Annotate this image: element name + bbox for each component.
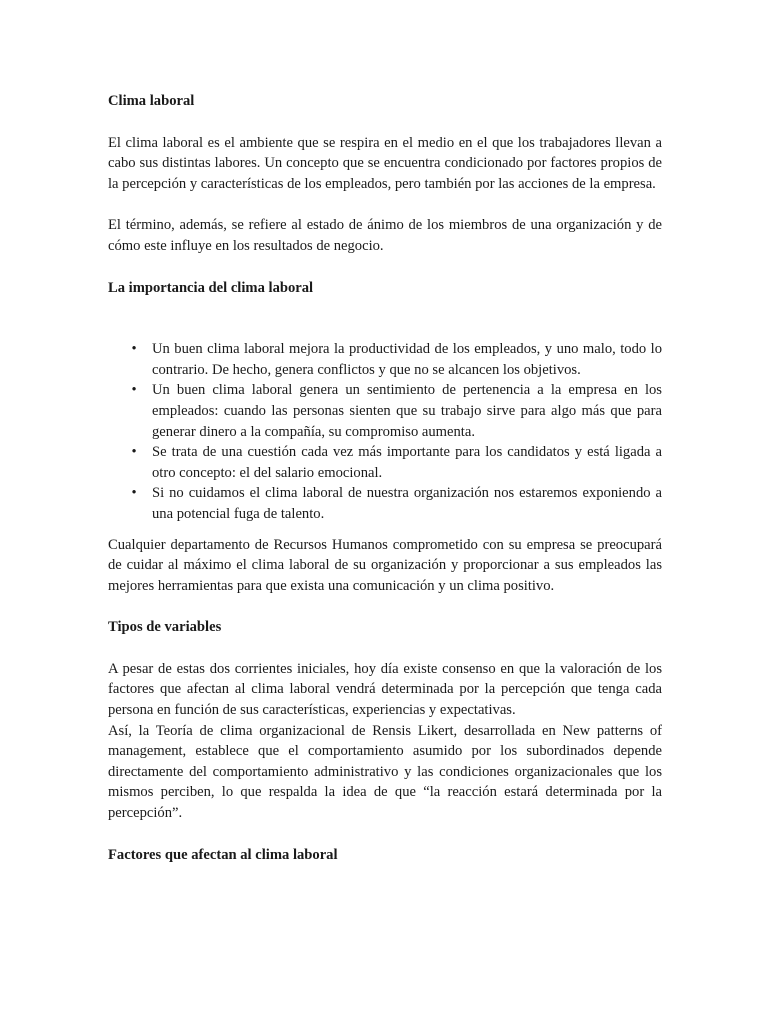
paragraph-likert: Así, la Teoría de clima organizacional de Rensis Likert, desarrollada en New patterns of management, establece que el comportamiento asumido por los subordinados depende directamente del comportamiento administrativo y las condiciones organizacionales que los mismos perciben, lo que respalda la idea de que “la reacción estará determinada por la percepción”. xyxy=(108,722,662,822)
bullet-icon: • xyxy=(131,341,137,358)
paragraph-estado-animo: El término, además, se refiere al estado de ánimo de los miembros de una organización y de cómo este influye en los resultados de negocio. xyxy=(108,217,662,254)
list-item-text: Se trata de una cuestión cada vez más importante para los candidatos y está ligada a otro concepto: el del salario emocional. xyxy=(152,444,662,481)
list-item xyxy=(108,339,662,380)
importance-bullet-list xyxy=(108,339,662,524)
bullet-icon: • xyxy=(131,382,137,399)
list-item xyxy=(108,483,662,524)
paragraph-recursos-humanos: Cualquier departamento de Recursos Humanos comprometido con su empresa se preocupará de cuidar al máximo el clima laboral de su organización y proporcionar a sus empleados las mejores herramientas para que exista una comunicación y un clima positivo. xyxy=(108,536,662,594)
list-item xyxy=(108,442,662,483)
list-item-text: Si no cuidamos el clima laboral de nuestra organización nos estaremos exponiendo a una potencial fuga de talento. xyxy=(152,485,662,522)
heading-clima-laboral: Clima laboral xyxy=(108,93,195,109)
list-item-text: Un buen clima laboral mejora la productividad de los empleados, y uno malo, todo lo contrario. De hecho, genera conflictos y que no se alcancen los objetivos. xyxy=(152,341,662,378)
bullet-icon: • xyxy=(131,444,137,461)
heading-tipos-variables: Tipos de variables xyxy=(108,619,222,636)
list-item xyxy=(108,380,662,442)
bullet-icon: • xyxy=(131,485,137,502)
list-item-text: Un buen clima laboral genera un sentimiento de pertenencia a la empresa en los empleados: cuando las personas sienten que su trabajo sirve para algo más que para generar dinero a la compañía, su compromiso aumenta. xyxy=(152,382,662,440)
heading-importancia: La importancia del clima laboral xyxy=(108,279,314,296)
paragraph-definition: El clima laboral es el ambiente que se respira en el medio en el que los trabajadores llevan a cabo sus distintas labores. Un concepto que se encuentra condicionado por factores propios de la percepción y características de los empleados, pero también por las acciones de la empresa. xyxy=(108,134,662,192)
document-page xyxy=(108,91,662,865)
heading-factores: Factores que afectan al clima laboral xyxy=(108,846,338,863)
paragraph-consenso: A pesar de estas dos corrientes iniciales, hoy día existe consenso en que la valoración de los factores que afectan al clima laboral vendrá determinada por la percepción que tenga cada persona en función de sus características, experiencias y expectativas. xyxy=(108,660,662,719)
